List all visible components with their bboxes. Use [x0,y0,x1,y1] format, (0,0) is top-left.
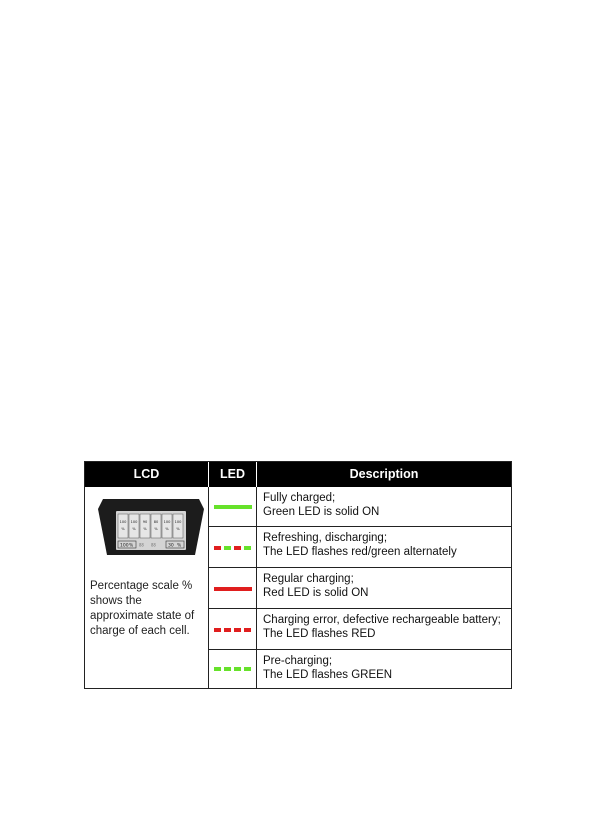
led-dash [244,667,251,671]
description-line-2: The LED flashes red/green alternately [263,546,457,558]
lcd-cell-frame [118,514,128,538]
led-dash [224,667,231,671]
led-cell [209,650,257,688]
led-dash [214,667,221,671]
description-line-1: Regular charging; [263,573,354,585]
description-line-1: Fully charged; [263,492,336,504]
led-dash [244,628,251,632]
header-description: Description [349,467,419,481]
lcd-cell-value: 100 [174,520,182,524]
lcd-cell-value: 100 [119,520,127,524]
led-description [263,613,507,641]
led-solid-indicator [214,504,252,510]
svg-text:%: % [177,543,182,549]
lcd-bottom-left-value: 100 [120,543,129,549]
led-cell [209,609,257,649]
lcd-cell-percent: % [121,527,125,531]
led-flashing-indicator [214,627,252,633]
lcd-cell-frame [162,514,172,538]
table-row [209,527,511,568]
led-rows [209,487,511,688]
led-dash [234,667,241,671]
lcd-cell-frame [173,514,183,538]
description-line-2: Green LED is solid ON [263,506,380,518]
table-row [209,487,511,527]
led-dash [214,628,221,632]
lcd-cell-percent: % [143,527,147,531]
lcd-cell-frame [140,514,150,538]
description-line-1: Pre-charging; [263,655,333,667]
led-cell [209,527,257,567]
table-row [209,650,511,688]
led-description [263,491,507,519]
led-description [263,531,507,559]
lcd-cell-value: 90 [142,520,148,524]
led-flashing-indicator [214,545,252,551]
lcd-bottom-right-value: 30 [168,543,174,549]
led-bar [214,505,252,509]
led-dash [234,546,241,550]
lcd-description-note: Percentage scale % shows the approximate state of charge of each cell. [90,580,195,637]
lcd-cell-value: 100 [130,520,138,524]
description-line-1: Charging error, defective rechargeable battery; [263,614,501,626]
lcd-display-illustration [97,497,205,557]
led-dash [214,546,221,550]
lcd-cell-percent: % [132,527,136,531]
led-dash [234,628,241,632]
lcd-cell [85,487,209,688]
svg-text:%: % [129,543,134,549]
table-row [209,609,511,650]
svg-text:88: 88 [139,542,144,548]
lcd-cell-frame [151,514,161,538]
lcd-cell-value: 80 [153,520,159,524]
led-dash [224,628,231,632]
table-header [85,462,511,487]
led-description [263,572,507,600]
description-line-2: Red LED is solid ON [263,587,369,599]
lcd-cell-value: 100 [163,520,171,524]
led-flashing-indicator [214,666,252,672]
header-led: LED [209,462,257,487]
led-dash [244,546,251,550]
lcd-cell-frame [129,514,139,538]
description-line-2: The LED flashes RED [263,628,376,640]
led-description [263,654,507,682]
led-solid-indicator [214,586,252,592]
led-cell [209,487,257,526]
description-line-2: The LED flashes GREEN [263,669,393,681]
led-status-table [84,461,512,689]
lcd-cell-percent: % [176,527,180,531]
lcd-cell-percent: % [165,527,169,531]
description-line-1: Refreshing, discharging; [263,532,388,544]
led-cell [209,568,257,608]
led-dash [224,546,231,550]
svg-text:88: 88 [151,542,156,548]
lcd-cell-percent: % [154,527,158,531]
header-lcd: LCD [85,462,209,487]
table-row [209,568,511,609]
led-bar [214,587,252,591]
